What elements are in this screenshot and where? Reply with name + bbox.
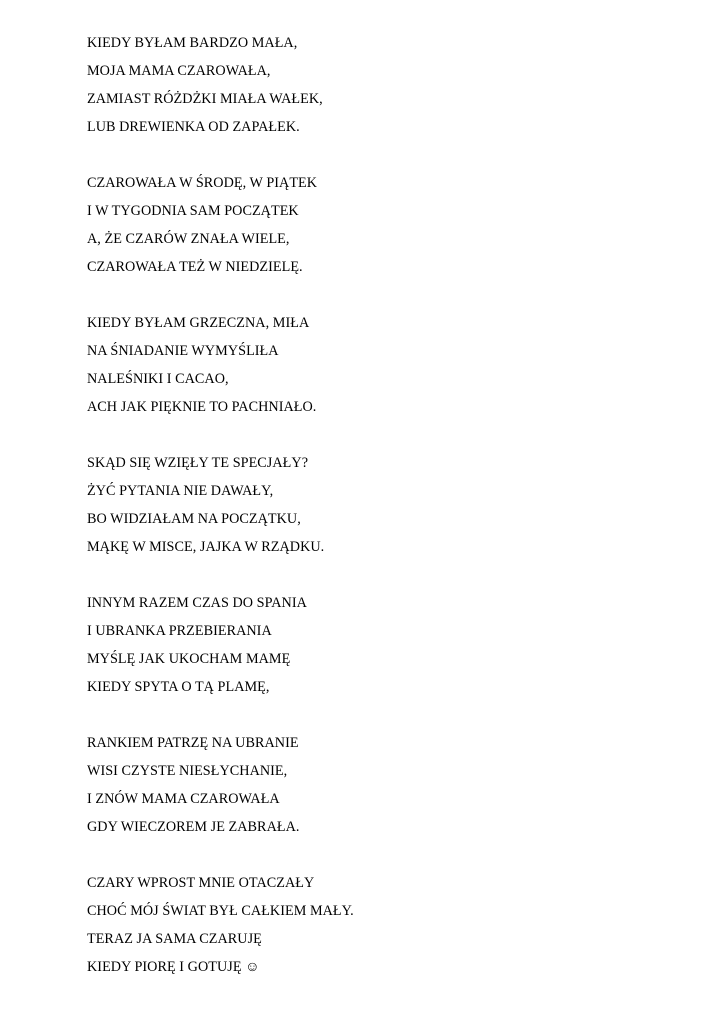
poem-line: GDY WIECZOREM JE ZABRAŁA. xyxy=(87,819,300,835)
poem-line: BO WIDZIAŁAM NA POCZĄTKU, xyxy=(87,511,301,527)
stanza-5 xyxy=(87,593,354,705)
poem xyxy=(87,33,354,1013)
poem-line: ŻYĆ PYTANIA NIE DAWAŁY, xyxy=(87,483,274,499)
poem-line: INNYM RAZEM CZAS DO SPANIA xyxy=(87,595,307,611)
stanza-1 xyxy=(87,33,354,145)
poem-line: I ZNÓW MAMA CZAROWAŁA xyxy=(87,791,280,807)
stanza-2 xyxy=(87,173,354,285)
poem-line: LUB DREWIENKA OD ZAPAŁEK. xyxy=(87,119,300,135)
poem-line: CZAROWAŁA W ŚRODĘ, W PIĄTEK xyxy=(87,175,318,191)
poem-line: WISI CZYSTE NIESŁYCHANIE, xyxy=(87,763,288,779)
poem-line: RANKIEM PATRZĘ NA UBRANIE xyxy=(87,735,299,751)
poem-line: I UBRANKA PRZEBIERANIA xyxy=(87,623,272,639)
poem-line: I W TYGODNIA SAM POCZĄTEK xyxy=(87,203,299,219)
poem-line: KIEDY SPYTA O TĄ PLAMĘ, xyxy=(87,679,270,695)
poem-line: KIEDY BYŁAM BARDZO MAŁA, xyxy=(87,35,298,51)
stanza-3 xyxy=(87,313,354,425)
poem-line: CZAROWAŁA TEŻ W NIEDZIELĘ. xyxy=(87,259,303,275)
poem-line: ACH JAK PIĘKNIE TO PACHNIAŁO. xyxy=(87,399,317,415)
poem-line: ZAMIAST RÓŻDŻKI MIAŁA WAŁEK, xyxy=(87,91,323,107)
stanza-6 xyxy=(87,733,354,845)
poem-line: CZARY WPROST MNIE OTACZAŁY xyxy=(87,875,315,891)
poem-line: MYŚLĘ JAK UKOCHAM MAMĘ xyxy=(87,651,291,667)
poem-line: NA ŚNIADANIE WYMYŚLIŁA xyxy=(87,343,279,359)
poem-line: KIEDY BYŁAM GRZECZNA, MIŁA xyxy=(87,315,310,331)
poem-line: CHOĆ MÓJ ŚWIAT BYŁ CAŁKIEM MAŁY. xyxy=(87,903,354,919)
poem-line: MOJA MAMA CZAROWAŁA, xyxy=(87,63,271,79)
stanza-7 xyxy=(87,873,354,985)
poem-line: NALEŚNIKI I CACAO, xyxy=(87,371,229,387)
poem-line: KIEDY PIORĘ I GOTUJĘ ☺ xyxy=(87,959,260,975)
poem-line: SKĄD SIĘ WZIĘŁY TE SPECJAŁY? xyxy=(87,455,309,471)
poem-line: A, ŻE CZARÓW ZNAŁA WIELE, xyxy=(87,231,290,247)
poem-line: MĄKĘ W MISCE, JAJKA W RZĄDKU. xyxy=(87,539,325,555)
stanza-4 xyxy=(87,453,354,565)
poem-line: TERAZ JA SAMA CZARUJĘ xyxy=(87,931,262,947)
